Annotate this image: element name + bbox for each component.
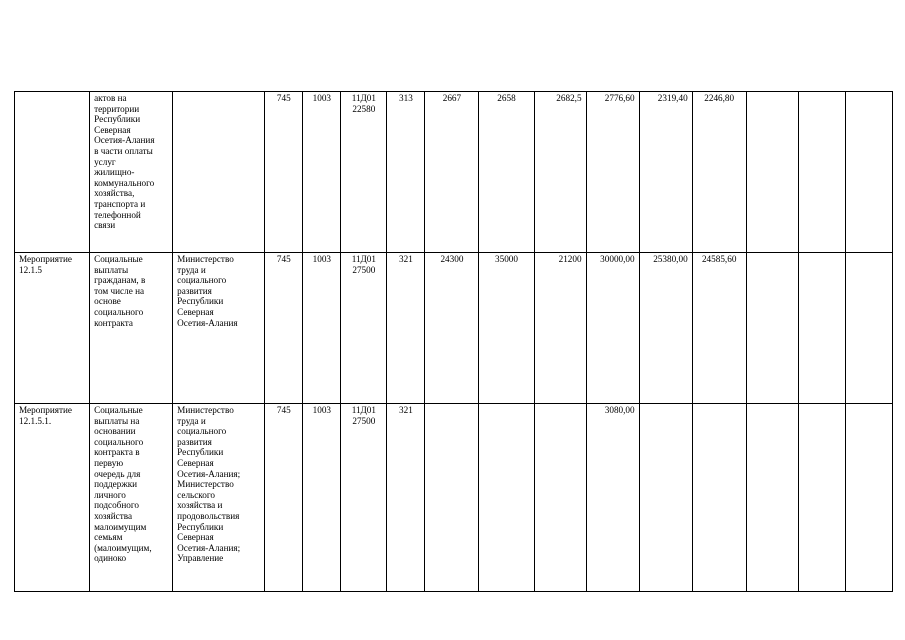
- amount-cell: 2776,60: [586, 92, 639, 253]
- amount-cell: 25380,00: [639, 253, 692, 404]
- executor-cell: Министерство труда и социального развития Республики Северная Осетия-Алания: [173, 253, 265, 404]
- csr-cell: 11Д01 27500: [341, 404, 387, 592]
- amount-cell: 30000,00: [586, 253, 639, 404]
- amount-cell: 2658: [479, 92, 534, 253]
- amount-cell: [746, 92, 798, 253]
- amount-cell: 2667: [425, 92, 479, 253]
- amount-cell: 3080,00: [586, 404, 639, 592]
- table-row: [15, 253, 893, 404]
- amount-cell: [798, 253, 845, 404]
- vr-cell: 321: [387, 253, 425, 404]
- table-row: [15, 92, 893, 253]
- event-cell: Мероприятие 12.1.5: [15, 253, 90, 404]
- amount-cell: 24585,60: [692, 253, 746, 404]
- event-name-cell: Социальные выплаты на основании социального контракта в первую очередь для поддержки личного подсобного хозяйства малоимущим семьям (малоимущим, одиноко: [90, 404, 173, 592]
- vr-cell: 313: [387, 92, 425, 253]
- amount-cell: 24300: [425, 253, 479, 404]
- amount-cell: [845, 253, 892, 404]
- event-cell: [15, 92, 90, 253]
- amount-cell: [639, 404, 692, 592]
- amount-cell: [845, 404, 892, 592]
- rzpr-cell: 1003: [303, 92, 341, 253]
- amount-cell: [425, 404, 479, 592]
- amount-cell: [746, 253, 798, 404]
- amount-cell: 2682,5: [534, 92, 586, 253]
- rzpr-cell: 1003: [303, 253, 341, 404]
- grbs-cell: 745: [265, 253, 303, 404]
- amount-cell: 35000: [479, 253, 534, 404]
- amount-cell: [798, 92, 845, 253]
- csr-cell: 11Д01 27500: [341, 253, 387, 404]
- amount-cell: [746, 404, 798, 592]
- event-cell: Мероприятие 12.1.5.1.: [15, 404, 90, 592]
- vr-cell: 321: [387, 404, 425, 592]
- amount-cell: 21200: [534, 253, 586, 404]
- event-name-cell: Социальные выплаты гражданам, в том числе на основе социального контракта: [90, 253, 173, 404]
- csr-cell: 11Д01 22580: [341, 92, 387, 253]
- amount-cell: 2246,80: [692, 92, 746, 253]
- budget-table: [14, 91, 893, 592]
- amount-cell: [845, 92, 892, 253]
- amount-cell: [534, 404, 586, 592]
- executor-cell: Министерство труда и социального развития Республики Северная Осетия-Алания; Министерство сельского хозяйства и продовольствия Республики Северная Осетия-Алания; Управление: [173, 404, 265, 592]
- rzpr-cell: 1003: [303, 404, 341, 592]
- amount-cell: 2319,40: [639, 92, 692, 253]
- grbs-cell: 745: [265, 404, 303, 592]
- executor-cell: [173, 92, 265, 253]
- amount-cell: [798, 404, 845, 592]
- event-name-cell: актов на территории Республики Северная Осетия-Алания в части оплаты услуг жилищно- коммунального хозяйства, транспорта и телефонной связи: [90, 92, 173, 253]
- grbs-cell: 745: [265, 92, 303, 253]
- amount-cell: [479, 404, 534, 592]
- amount-cell: [692, 404, 746, 592]
- table-row: [15, 404, 893, 592]
